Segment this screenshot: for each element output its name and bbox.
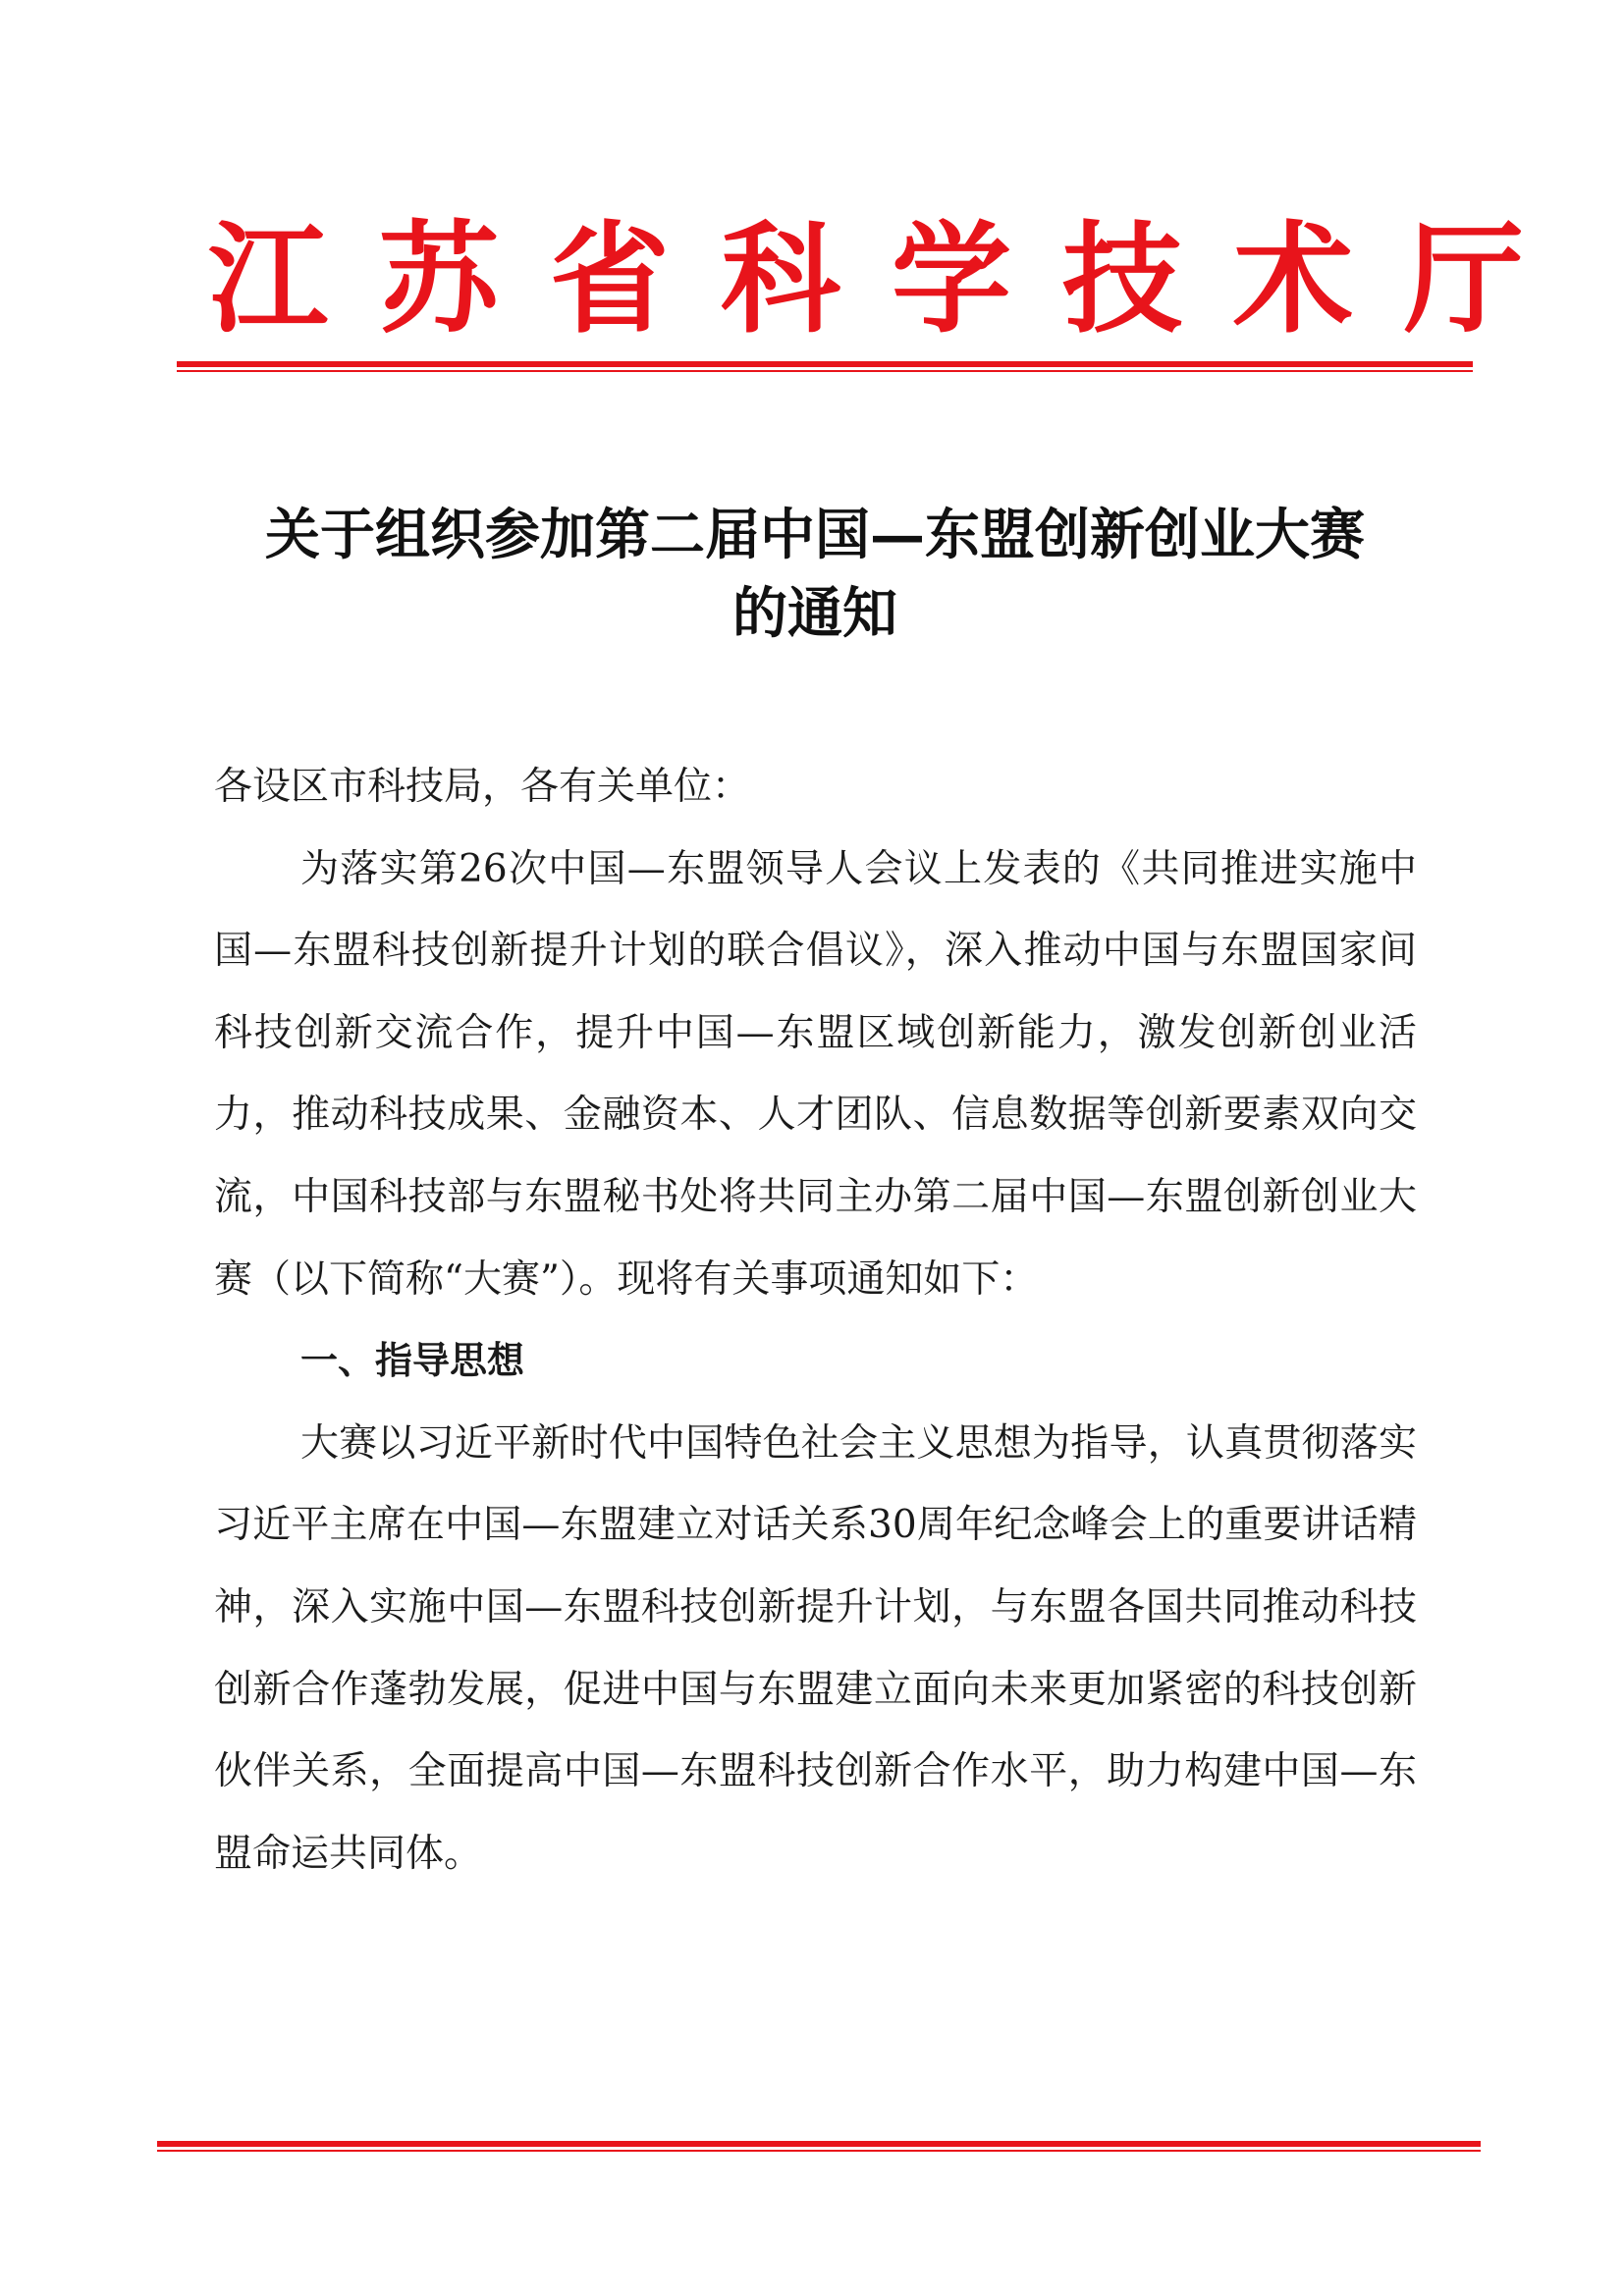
letterhead-divider (177, 361, 1473, 372)
section-1-paragraph: 大赛以习近平新时代中国特色社会主义思想为指导，认真贯彻落实习近平主席在中国—东盟建立对话关系30周年纪念峰会上的重要讲话精神，深入实施中国—东盟科技创新提升计划，与东盟各国共同推动科技创新合作蓬勃发展，促进中国与东盟建立面向未来更加紧密的科技创新伙伴关系，全面提高中国—东盟科技创新合作水平，助力构建中国—东盟命运共同体。 (214, 1420, 1417, 1876)
salutation: 各设区市科技局，各有关单位： (214, 765, 751, 809)
footer-divider (157, 2141, 1481, 2152)
document-title-line-1: 关于组织参加第二届中国—东盟创新创业大赛 (265, 503, 1365, 567)
footer-thin-line (157, 2150, 1481, 2152)
section-1-heading: 一、指导思想 (300, 1339, 525, 1383)
divider-thin-line (177, 370, 1473, 372)
document-title (177, 496, 1453, 653)
letterhead-org-name: 江苏省科学技术厅 (208, 210, 1575, 349)
intro-paragraph: 为落实第26次中国—东盟领导人会议上发表的《共同推进实施中国—东盟科技创新提升计划的联合倡议》，深入推动中国与东盟国家间科技创新交流合作，提升中国—东盟区域创新能力，激发创新创业活力，推动科技成果、金融资本、人才团队、信息数据等创新要素双向交流，中国科技部与东盟秘书处将共同主办第二届中国—东盟创新创业大赛（以下简称“大赛”）。现将有关事项通知如下： (214, 846, 1417, 1302)
document-title-line-2: 的通知 (732, 581, 897, 646)
document-body (214, 746, 1417, 1895)
